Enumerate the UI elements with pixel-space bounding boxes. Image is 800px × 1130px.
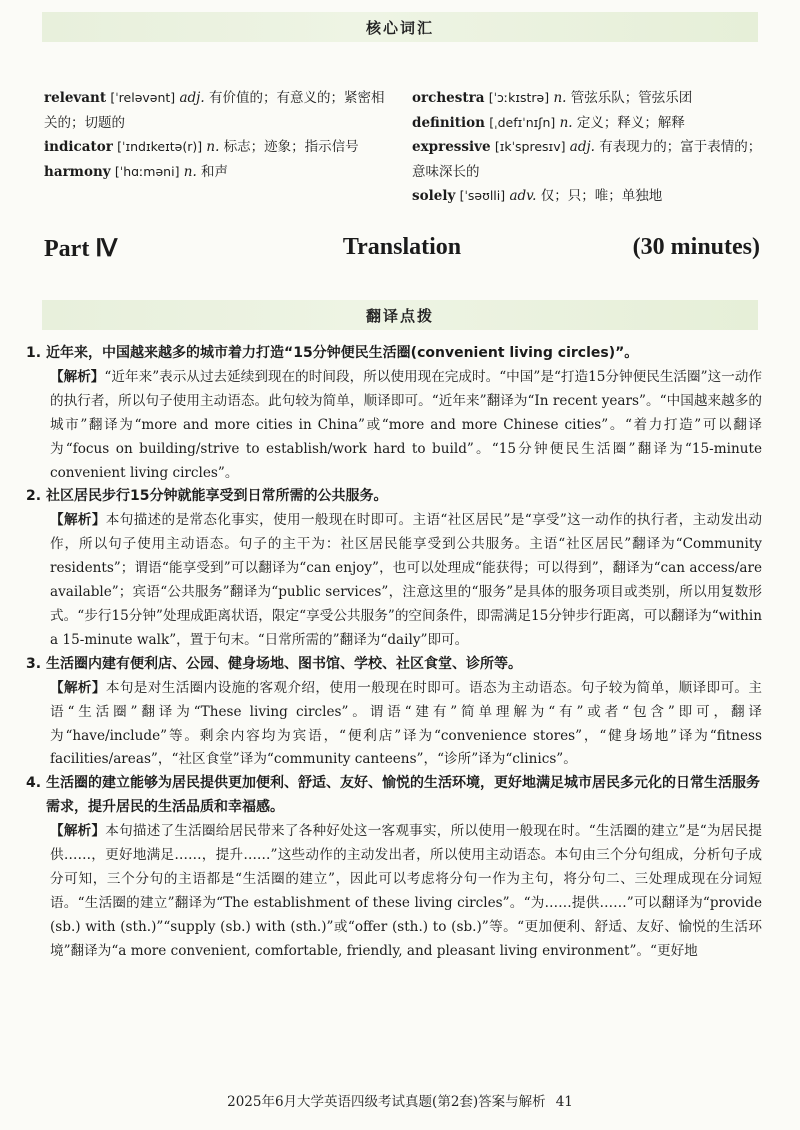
vocab-pos: adv. [509, 188, 537, 204]
translation-item [26, 485, 762, 652]
vocab-phonetic: [ˈreləvənt] [110, 90, 176, 105]
vocab-pos: n. [206, 139, 220, 155]
vocab-word: relevant [44, 90, 107, 106]
item-analysis [50, 677, 762, 773]
item-question [26, 772, 762, 820]
vocab-meaning: 定义；释义；解释 [576, 114, 685, 131]
part-heading [44, 234, 760, 268]
part-time: (30 minutes) [632, 234, 760, 260]
vocab-word: indicator [44, 139, 113, 155]
vocab-meaning: 仅；只；唯；单独地 [540, 188, 663, 204]
item-number: 3. [26, 655, 42, 672]
item-question-text: 生活圈内建有便利店、公园、健身场地、图书馆、学校、社区食堂、诊所等。 [46, 655, 522, 672]
item-question [26, 342, 762, 366]
vocab-meaning: 有表现力的；富于表情的；意味深长的 [412, 139, 762, 180]
page-number: 41 [555, 1094, 573, 1110]
vocab-word: harmony [44, 163, 111, 180]
vocab-entry [412, 86, 762, 111]
vocab-entry [44, 160, 389, 185]
vocab-phonetic: [ˈɪndɪkeɪtə(r)] [117, 139, 203, 154]
vocab-pos: adj. [179, 90, 205, 106]
vocab-pos: adj. [569, 139, 595, 155]
vocab-meaning: 管弦乐队；管弦乐团 [570, 90, 693, 106]
translation-item [26, 772, 762, 963]
translation-header-text: 翻译点拨 [365, 306, 434, 325]
item-number: 4. [26, 775, 42, 792]
item-question [26, 485, 762, 509]
translation-items [26, 342, 762, 964]
vocab-word: expressive [412, 139, 491, 155]
footer-text: 2025年6月大学英语四级考试真题(第2套)答案与解析 [227, 1094, 546, 1110]
analysis-tag: 【解析】 [50, 368, 105, 385]
part-title: Translation [342, 234, 462, 260]
item-number: 1. [26, 345, 42, 361]
item-number: 2. [26, 488, 42, 505]
vocab-pos: n. [183, 163, 197, 180]
vocab-phonetic: [ɪkˈspresɪv] [494, 139, 566, 154]
vocab-section-header [42, 12, 758, 42]
vocab-word: solely [412, 188, 456, 204]
item-analysis [50, 820, 762, 963]
vocab-entry [44, 86, 389, 135]
vocab-column-right [412, 86, 762, 209]
item-analysis [50, 366, 762, 486]
vocab-phonetic: [ˌdefɪˈnɪʃn] [489, 114, 556, 130]
vocab-meaning: 和声 [201, 163, 229, 180]
vocab-phonetic: [ˈɔːkɪstrə] [488, 90, 550, 105]
item-question [26, 653, 762, 677]
page-footer [0, 1090, 800, 1110]
part-label: Part Ⅳ [44, 236, 118, 262]
vocab-header-text: 核心词汇 [365, 18, 434, 37]
vocab-meaning: 标志；迹象；指示信号 [223, 139, 359, 155]
analysis-text: “近年来”表示从过去延续到现在的时间段，所以使用现在完成时。“中国”是“打造15分钟便民生活圈”这一动作的执行者，所以句子使用主动语态。此句较为简单，顺译即可。“近年来”翻译为“In recent years”。“中国越来越多的城市”翻译为“more and more cities in China”或“more and more Chinese cities”。“着力打造”可以翻译为“focus on building/strive to establish/work hard to build”。“15分钟便民生活圈”翻译为“15-minute convenient living circles”。 [50, 368, 763, 481]
vocab-meaning: 有价值的；有意义的；紧密相关的；切题的 [44, 90, 385, 131]
vocab-entry [412, 184, 762, 209]
vocab-phonetic: [ˈhɑːməni] [114, 163, 180, 179]
analysis-tag: 【解析】 [50, 512, 106, 529]
item-analysis [50, 509, 762, 652]
vocab-column-left [44, 86, 389, 184]
vocab-entry [412, 135, 762, 184]
analysis-tag: 【解析】 [50, 823, 106, 840]
item-question-text: 近年来，中国越来越多的城市着力打造“15分钟便民生活圈(convenient living circles)”。 [46, 345, 639, 361]
item-question-text: 生活圈的建立能够为居民提供更加便利、舒适、友好、愉悦的生活环境，更好地满足城市居民多元化的日常生活服务需求，提升居民的生活品质和幸福感。 [46, 775, 760, 816]
vocab-pos: n. [559, 114, 573, 131]
translation-item [26, 342, 762, 485]
vocab-entry [44, 135, 389, 160]
vocab-entry [412, 111, 762, 136]
vocab-pos: n. [553, 90, 567, 106]
translation-section-header [42, 300, 758, 330]
analysis-text: 本句描述的是常态化事实，使用一般现在时即可。主语“社区居民”是“享受”这一动作的执行者，主动发出动作，所以句子使用主动语态。句子的主干为：社区居民能享受到公共服务。主语“社区居民”翻译为“Community residents”；谓语“能享受到”可以翻译为“can enjoy”，也可以处理成“能获得；可以得到”，翻译为“can access/are available”；宾语“公共服务”翻译为“public services”，注意这里的“服务”是具体的服务项目或类别，所以用复数形式。“步行15分钟”处理成距离状语，限定“享受公共服务”的空间条件，即需满足15分钟步行距离，可以翻译为“within a 15-minute walk”，置于句末。“日常所需的”翻译为“daily”即可。 [50, 512, 763, 648]
vocab-word: orchestra [412, 90, 485, 106]
analysis-tag: 【解析】 [50, 679, 106, 696]
vocab-word: definition [412, 114, 485, 131]
analysis-text: 本句是对生活圈内设施的客观介绍，使用一般现在时即可。语态为主动语态。句子较为简单，顺译即可。主语“生活圈”翻译为“These living circles”。谓语“建有”简单理解为“有”或者“包含”即可，翻译为“have/include”等。剩余内容均为宾语，“便利店”译为“convenience stores”，“健身场地”译为“fitness facilities/areas”，“社区食堂”译为“community canteens”，“诊所”译为“clinics”。 [50, 679, 762, 768]
vocab-phonetic: [ˈsəʊlli] [459, 188, 506, 203]
analysis-text: 本句描述了生活圈给居民带来了各种好处这一客观事实，所以使用一般现在时。“生活圈的建立”是“为居民提供……，更好地满足……，提升……”这些动作的主动发出者，所以使用主动语态。本句由三个分句组成，分析句子成分可知，三个分句的主语都是“生活圈的建立”，因此可以考虑将分句一作为主句，将分句二、三处理成现在分词短语。“生活圈的建立”翻译为“The establishment of these living circles”。“为……提供……”可以翻译为“provide (sb.) with (sth.)”“supply (sb.) with (sth.)”或“offer (sth.) to (sb.)”等。“更加便利、舒适、友好、愉悦的生活环境”翻译为“a more convenient, comfortable, friendly, and pleasant living environment”。“更好地 [50, 823, 762, 959]
translation-item [26, 653, 762, 773]
item-question-text: 社区居民步行15分钟就能享受到日常所需的公共服务。 [46, 488, 388, 505]
